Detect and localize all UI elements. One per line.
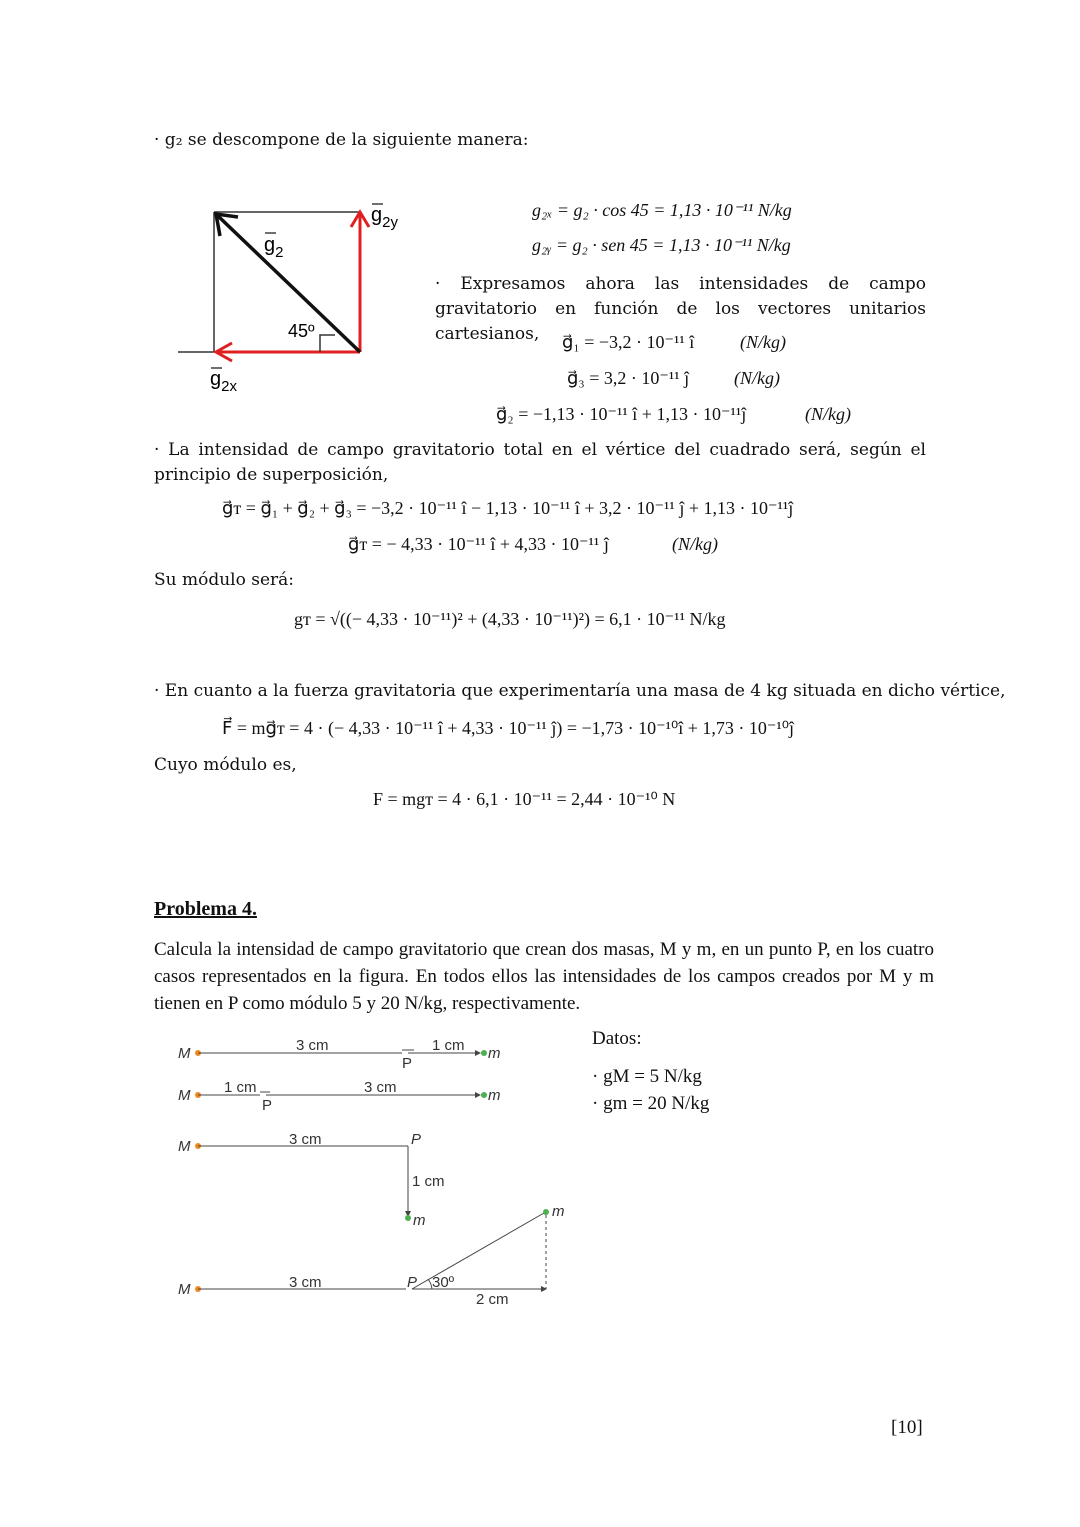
- case2-3cm: 3 cm: [364, 1079, 397, 1096]
- dato-gm: · gm = 20 N/kg: [592, 1093, 710, 1114]
- four-cases-diagram: [170, 1030, 590, 1320]
- case3-P-label: P: [411, 1131, 422, 1148]
- eq-g2y: g₂ᵧ = g₂ · sen 45 = 1,13 · 10⁻¹¹ N/kg: [532, 235, 791, 255]
- eq-gT-unit: (N/kg): [672, 534, 718, 554]
- case2-m-label: m: [488, 1087, 501, 1104]
- label-g2y: $g_{2y}$: [371, 204, 398, 231]
- eq-g2-unit: (N/kg): [805, 404, 851, 424]
- force-text: · En cuanto a la fuerza gravitatoria que experimentaría una masa de 4 kg situada en dicho vértice,: [154, 681, 1006, 701]
- eq-gT-modulus: gᴛ = √((− 4,33 · 10⁻¹¹)² + (4,33 · 10⁻¹¹)²) = 6,1 · 10⁻¹¹ N/kg: [294, 609, 726, 629]
- g2-decomposition-diagram: [170, 185, 430, 400]
- case2-1cm: 1 cm: [224, 1079, 257, 1096]
- eq-g3-vector: g⃗₃ = 3,2 · 10⁻¹¹ ĵ: [567, 368, 690, 388]
- eq-g3-unit: (N/kg): [734, 368, 780, 388]
- datos-title: Datos:: [592, 1028, 642, 1049]
- case4-angle-30: 30º: [432, 1274, 455, 1291]
- case3-3cm: 3 cm: [289, 1131, 322, 1148]
- case1-M-label: M: [178, 1045, 191, 1062]
- case4-2cm: 2 cm: [476, 1291, 509, 1308]
- eq-g1-unit: (N/kg): [740, 332, 786, 352]
- eq-gT-result: g⃗ᴛ = − 4,33 · 10⁻¹¹ î + 4,33 · 10⁻¹¹ ĵ: [348, 534, 609, 554]
- eq-g2-vector: g⃗₂ = −1,13 · 10⁻¹¹ î + 1,13 · 10⁻¹¹ĵ: [496, 404, 747, 424]
- label-g2x: $g_{2x}$: [210, 368, 237, 395]
- cuyo-text: Cuyo módulo es,: [154, 755, 297, 775]
- dato-gM: · gM = 5 N/kg: [592, 1066, 702, 1087]
- case1-3cm: 3 cm: [296, 1037, 329, 1054]
- case4-P-label: P: [407, 1274, 418, 1291]
- angle-45-label: 45º: [288, 321, 315, 341]
- case2-M-label: M: [178, 1087, 191, 1104]
- eq-g1-vector: g⃗₁ = −3,2 · 10⁻¹¹ î: [562, 332, 695, 352]
- eq-g2x: g₂ₓ = g₂ · cos 45 = 1,13 · 10⁻¹¹ N/kg: [532, 200, 792, 220]
- total-field-text: · La intensidad de campo gravitatorio total en el vértice del cuadrado será, según el principio de superposición,: [154, 440, 926, 485]
- intro-text: · g₂ se descompone de la siguiente manera:: [154, 130, 529, 150]
- problem-title: Problema 4.: [154, 898, 257, 920]
- case2-P-label: P: [262, 1097, 273, 1114]
- label-g2: $g_2$: [264, 234, 284, 261]
- case1-m-label: m: [488, 1045, 501, 1062]
- case3-1cm: 1 cm: [412, 1173, 445, 1190]
- page-number: [10]: [891, 1417, 923, 1438]
- case3-m-label: m: [413, 1212, 426, 1229]
- case4-m-label: m: [552, 1203, 565, 1220]
- eq-force-modulus: F = mgᴛ = 4 · 6,1 · 10⁻¹¹ = 2,44 · 10⁻¹⁰ N: [373, 789, 676, 809]
- case3-M-label: M: [178, 1138, 191, 1155]
- problem-statement: Calcula la intensidad de campo gravitatorio que crean dos masas, M y m, en un punto P, en los cuatro casos representados en la figura. En todos ellos las intensidades de los campos creados por M y m tienen en P como módulo 5 y 20 N/kg, respectivamente.: [154, 939, 934, 1014]
- eq-gT-sum: g⃗ᴛ = g⃗₁ + g⃗₂ + g⃗₃ = −3,2 · 10⁻¹¹ î − 1,13 · 10⁻¹¹ î + 3,2 · 10⁻¹¹ ĵ + 1,13 · 10⁻¹¹ĵ: [222, 498, 794, 518]
- express-text: · Expresamos ahora las intensidades de campo gravitatorio en función de los vectores unitarios cartesianos,: [435, 274, 926, 344]
- case1-P-label: P: [402, 1055, 413, 1072]
- modulo-text: Su módulo será:: [154, 570, 295, 590]
- case1-1cm: 1 cm: [432, 1037, 465, 1054]
- case4-M-label: M: [178, 1281, 191, 1298]
- eq-force-vector: F⃗ = mg⃗ᴛ = 4 · (− 4,33 · 10⁻¹¹ î + 4,33 · 10⁻¹¹ ĵ) = −1,73 · 10⁻¹⁰î + 1,73 · 10⁻¹⁰ĵ: [222, 718, 794, 738]
- case4-3cm: 3 cm: [289, 1274, 322, 1291]
